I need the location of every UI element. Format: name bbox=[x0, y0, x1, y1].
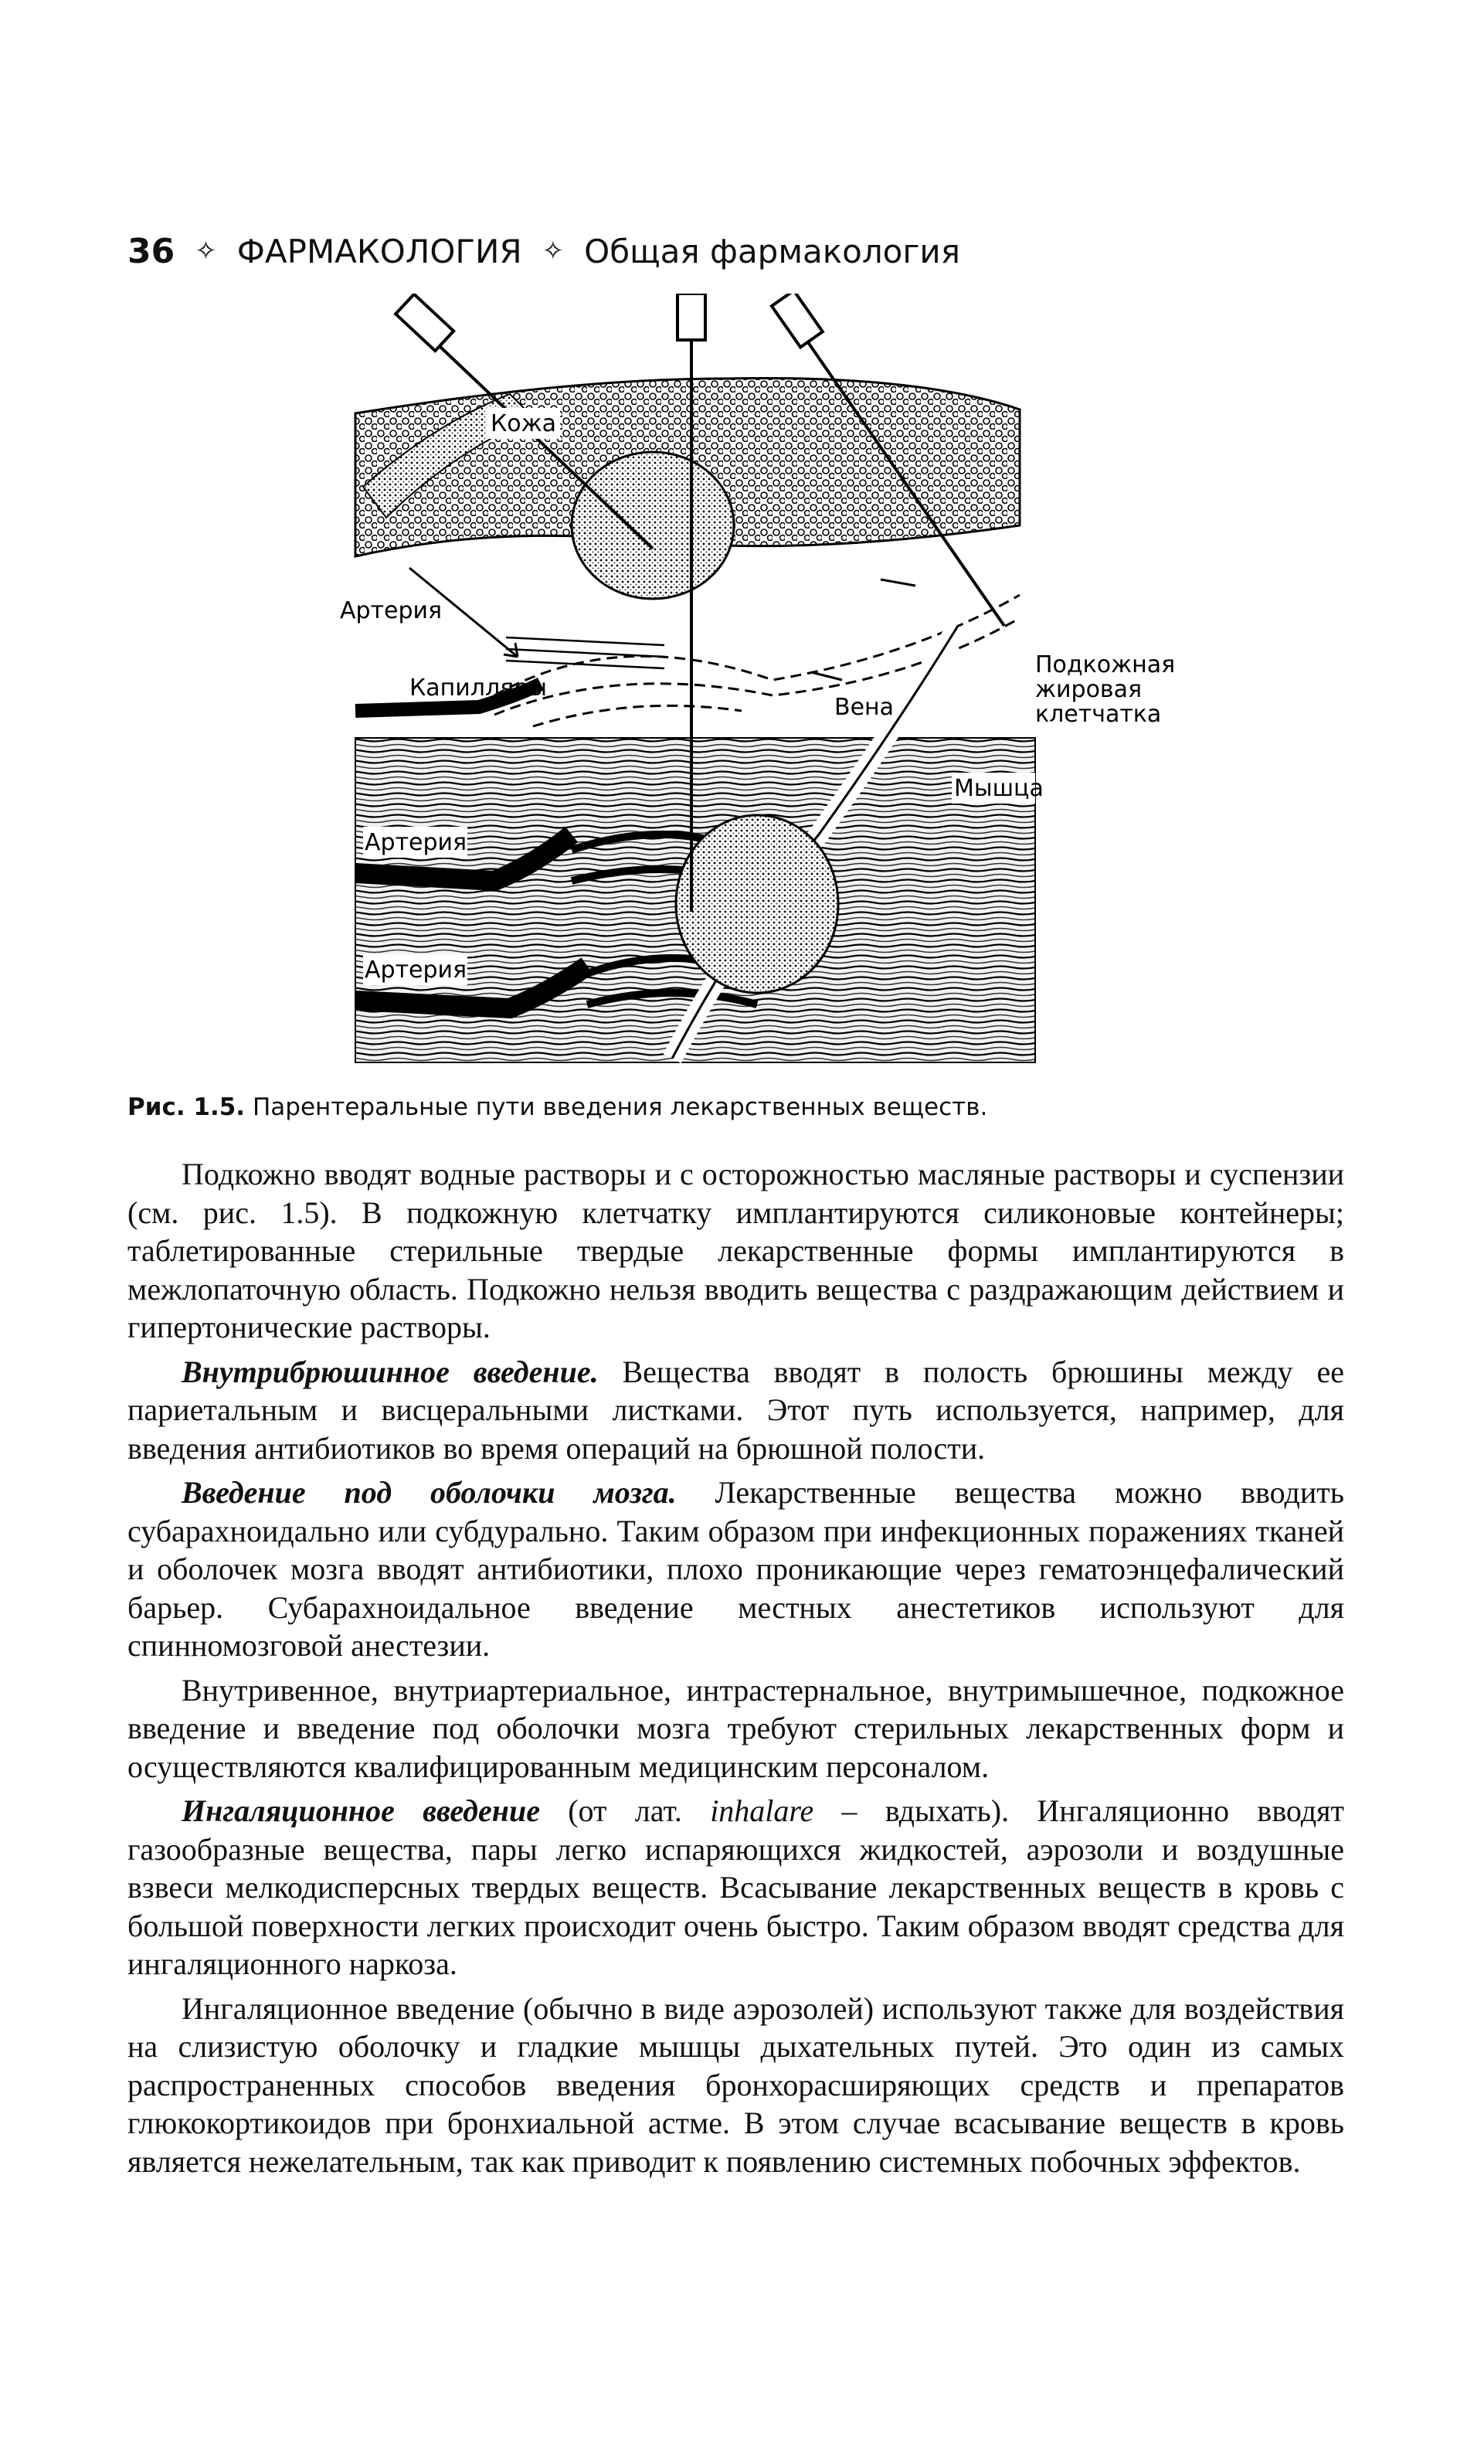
paragraph-inhalation: Ингаляционное введение (от лат. inhalare – вдыхать). Ингаляционно вводят газообразные вещества, пары легко испаряющихся жидкостей, аэрозоли и воздушные взвеси мелкодисперсных твердых веществ. Всасывание лекарственных веществ в кровь с большой поверхности легких происходит очень быстро. Таким образом вводят средства для ингаляционного наркоза. bbox=[127, 1793, 1345, 1981]
label-artery-top: Артерия bbox=[340, 597, 443, 624]
section-title: Общая фармакология bbox=[584, 232, 960, 270]
term-meninges: Введение под оболочки мозга. bbox=[182, 1475, 677, 1510]
paragraph-subcutaneous: Подкожно вводят водные растворы и с осторожностью масляные растворы и суспензии (см. рис. 1.5). В подкожную клетчатку имплантируются силиконовые контейнеры; таблетированные стерильные твердые лекарственные формы имплантируются в межлопаточную область. Подкожно нельзя вводить вещества с раздражающим действием и гипертонические растворы. bbox=[127, 1157, 1344, 1344]
paragraph-meninges: Введение под оболочки мозга. Лекарственные вещества можно вводить субарахноидально или субдурально. Таким образом при инфекционных поражениях тканей и оболочек мозга вводят антибиотики, плохо проникающие через гематоэнцефалический барьер. Субарахноидальное введение местных анестетиков используют для спинномозговой анестезии. bbox=[127, 1475, 1344, 1663]
label-capillaries: Капилляры bbox=[409, 675, 547, 702]
label-fat-1: Подкожная bbox=[1035, 651, 1176, 678]
figure-caption bbox=[127, 1093, 1363, 1121]
label-muscle: Мышца bbox=[954, 775, 1044, 802]
paragraph-aerosols: Ингаляционное введение (обычно в виде аэрозолей) используют также для воздействия на слизистую оболочку и гладкие мышцы дыхательных путей. Это один из самых распространенных способов введения бронхорасширяющих средств и препаратов глюкокортикоидов при бронхиальной астме. В этом случае всасывание веществ в кровь является нежелательным, так как приводит к появлению системных побочных эффектов. bbox=[127, 1990, 1344, 2179]
label-artery-middle: Артерия bbox=[365, 829, 467, 856]
book-title: ФАРМАКОЛОГИЯ bbox=[236, 232, 522, 270]
figure-parenteral-routes bbox=[340, 294, 1197, 1078]
label-artery-bottom: Артерия bbox=[365, 957, 467, 984]
term-inhalation: Ингаляционное введение bbox=[182, 1793, 540, 1828]
label-vein: Вена bbox=[834, 694, 895, 721]
label-fat-3: клетчатка bbox=[1035, 701, 1162, 728]
term-intraperitoneal: Внутрибрюшинное введение. bbox=[182, 1354, 599, 1389]
paragraph-sterile-forms: Внутривенное, внутриартериальное, интрастернальное, внутримышечное, подкожное введение и введение под оболочки мозга требуют стерильных лекарственных форм и осуществляются квалифицированным медицинским персоналом. bbox=[127, 1672, 1344, 1784]
latin-term: inhalare bbox=[710, 1793, 814, 1828]
caption-label: Рис. 1.5. bbox=[127, 1093, 246, 1121]
body-text bbox=[127, 1155, 1344, 2187]
figure-illustration bbox=[340, 294, 1197, 1078]
separator-icon: ✧ bbox=[195, 236, 217, 267]
paragraph-intraperitoneal: Внутрибрюшинное введение. Вещества вводят в полость брюшины между ее париетальным и висцеральными листками. Этот путь используется, например, для введения антибиотиков во время операций на брюшной полости. bbox=[127, 1354, 1344, 1466]
page-number: 36 bbox=[127, 231, 175, 271]
label-fat-2: жировая bbox=[1035, 676, 1143, 703]
separator-icon: ✧ bbox=[542, 236, 565, 267]
running-header bbox=[127, 220, 1363, 282]
caption-text: Парентеральные пути введения лекарственных веществ. bbox=[252, 1093, 988, 1121]
label-skin: Кожа bbox=[491, 410, 557, 437]
